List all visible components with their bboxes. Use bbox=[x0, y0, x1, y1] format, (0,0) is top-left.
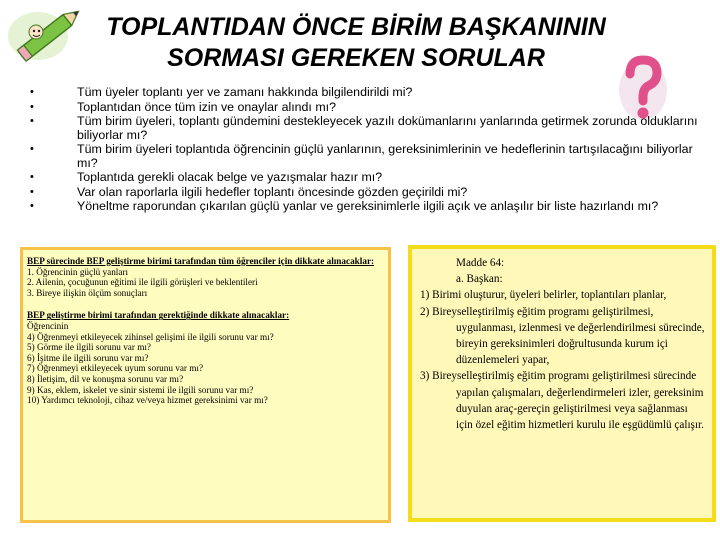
consideration-item: 2. Ailenin, çocuğunun eğitimi ile ilgili görüşleri ve beklentileri bbox=[27, 277, 258, 288]
consideration-item: 4) Öğrenmeyi etkileyecek zihinsel gelişimi ile ilgili sorunu var mı? bbox=[27, 331, 274, 342]
consideration-item: 6) İşitme ile ilgili sorunu var mı? bbox=[27, 352, 149, 363]
question-item: • Yöneltme raporundan çıkarılan güçlü yanlar ve gereksinimlerle ilgili açık ve anlaşılır bir liste hazırlandı mı? bbox=[30, 200, 710, 214]
title-line-1: TOPLANTIDAN ÖNCE BİRİM BAŞKANININ bbox=[106, 13, 606, 41]
student-intro: Öğrencinin bbox=[27, 320, 69, 331]
consideration-item: 9) Kas, eklem, iskelet ve sinir sistemi ile ilgili sorunu var mı? bbox=[27, 384, 254, 395]
question-item: • Toplantıda gerekli olacak belge ve yazışmalar hazır mı? bbox=[30, 171, 710, 185]
all-students-heading: BEP sürecinde BEP geliştirme birimi tarafından tüm öğrenciler için dikkate alınacaklar: bbox=[27, 256, 375, 266]
question-item: • Tüm birim üyeleri, toplantı gündemini destekleyecek yazılı dokümanlarını yanlarında getirmek zorunda olduklarını biliyorlar mı? bbox=[30, 115, 710, 142]
chair-heading: a. Başkan: bbox=[456, 273, 503, 286]
regulation-box bbox=[408, 245, 716, 522]
consideration-item: 3. Bireye ilişkin ölçüm sonuçları bbox=[27, 287, 148, 298]
consideration-item: 10) Yardımcı teknoloji, cihaz ve/veya hizmet gereksinimi var mı? bbox=[27, 395, 268, 406]
slide-title bbox=[96, 12, 616, 74]
pencil-icon bbox=[2, 6, 92, 68]
question-list bbox=[30, 86, 710, 215]
consideration-item: 7) Öğrenmeyi etkileyecek uyum sorunu var mı? bbox=[27, 363, 204, 374]
when-needed-heading: BEP geliştirme birimi tarafından gerektiğinde dikkate alınacaklar: bbox=[27, 310, 290, 321]
chair-duty: 1) Birimi oluşturur, üyeleri belirler, toplantıları planlar, bbox=[420, 289, 667, 302]
bep-considerations-box bbox=[20, 247, 391, 523]
consideration-item: 5) Görme ile ilgili sorunu var mı? bbox=[27, 342, 152, 353]
consideration-item: 8) İletişim, dil ve konuşma sorunu var mı? bbox=[27, 373, 184, 384]
article-number: Madde 64: bbox=[456, 257, 505, 269]
chair-duty: 3) Bireyselleştirilmiş eğitim programı geliştirilmesi sürecinde yapılan çalışmaları, değerlendirmeleri izler, gereksinim duyulan araç-gereçin geliştirilmesi veya sağlanması için özel eğitim hizmetleri kurulu ile eşgüdümlü çalışır. bbox=[420, 370, 704, 432]
question-item: • Var olan raporlarla ilgili hedefler toplantı öncesinde gözden geçirildi mi? bbox=[30, 186, 710, 200]
title-line-2: SORMASI GEREKEN SORULAR bbox=[167, 44, 545, 72]
consideration-item: 1. Öğrencinin güçlü yanları bbox=[27, 266, 129, 277]
question-item: • Tüm üyeler toplantı yer ve zamanı hakkında bilgilendirildi mi? bbox=[30, 86, 710, 100]
chair-duty: 2) Bireyselleştirilmiş eğitim programı geliştirilmesi, uygulanması, izlenmesi ve değerlendirilmesi sürecinde, bireyin gereksinimleri doğrultusunda kurum içi düzenlemeleri yapar, bbox=[420, 305, 705, 367]
question-item: • Toplantıdan önce tüm izin ve onaylar alındı mı? bbox=[30, 101, 710, 115]
question-item: • Tüm birim üyeleri toplantıda öğrencinin güçlü yanlarının, gereksinimlerinin ve hedeflerinin tartışılacağını biliyorlar mı? bbox=[30, 143, 710, 170]
